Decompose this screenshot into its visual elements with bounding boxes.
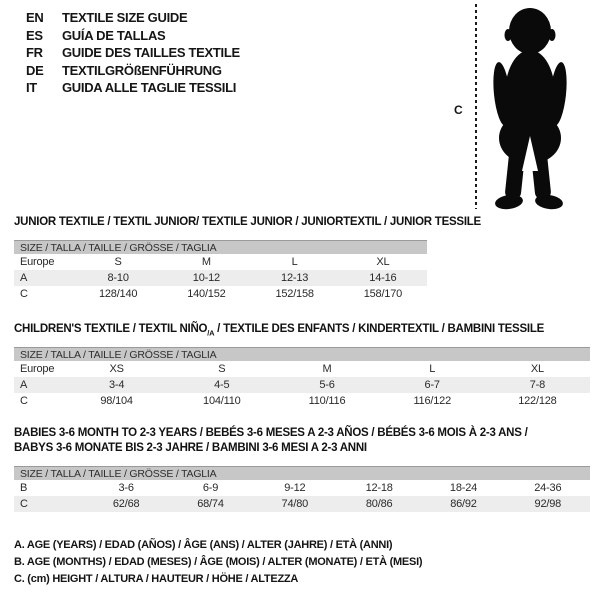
babies-section-title-line1: BABIES 3-6 MONTH TO 2-3 YEARS / BEBÉS 3-6 MESES A 2-3 AÑOS / BÉBÉS 3-6 MOIS À 2-3 ANS /	[14, 427, 528, 439]
language-code: EN	[26, 10, 44, 25]
table-row	[14, 496, 590, 512]
row-label: A	[20, 379, 28, 391]
language-row	[26, 62, 240, 80]
language-title: GUIDE DES TAILLES TEXTILE	[62, 45, 240, 61]
table-row	[14, 377, 590, 393]
language-code: IT	[26, 80, 37, 96]
table-cell: L	[291, 256, 298, 268]
children-section-title	[14, 323, 544, 337]
height-measure-label: C	[454, 103, 463, 117]
table-cell: 140/152	[187, 288, 226, 300]
row-label: C	[20, 395, 28, 407]
table-cell: 152/158	[275, 288, 314, 300]
table-cell: 18-24	[449, 482, 478, 494]
babies-section-title-line2: BABYS 3-6 MONATE BIS 2-3 JAHRE / BAMBINI 3-6 MESI A 2-3 ANNI	[14, 442, 367, 454]
language-title: TEXTILGRÖßENFÜHRUNG	[62, 62, 222, 78]
language-code: FR	[26, 45, 43, 61]
row-label: C	[20, 498, 28, 510]
row-label: B	[20, 482, 28, 494]
children-title-part: / TEXTILE DES ENFANTS / KINDERTEXTIL / BAMBINI TESSILE	[214, 323, 545, 335]
language-title: TEXTILE SIZE GUIDE	[62, 10, 188, 25]
row-label: Europe	[20, 256, 55, 268]
children-size-table	[14, 347, 590, 409]
junior-size-header-bar: SIZE / TALLA / TAILLE / GRÖSSE / TAGLIA	[14, 240, 427, 254]
table-cell: 80/86	[365, 498, 393, 510]
table-cell: XL	[530, 363, 544, 375]
language-row	[26, 27, 240, 45]
table-cell: 9-12	[284, 482, 306, 494]
babies-size-header-bar: SIZE / TALLA / TAILLE / GRÖSSE / TAGLIA	[14, 466, 590, 480]
children-title-part: CHILDREN'S TEXTILE / TEXTIL NIÑO	[14, 323, 208, 335]
table-cell: 5-6	[319, 379, 335, 391]
row-label: C	[20, 288, 28, 300]
table-cell: M	[322, 363, 332, 375]
table-cell: 10-12	[192, 272, 220, 284]
junior-section-title: JUNIOR TEXTILE / TEXTIL JUNIOR/ TEXTILE JUNIOR / JUNIORTEXTIL / JUNIOR TESSILE	[14, 216, 481, 228]
table-cell: L	[429, 363, 436, 375]
note-height-cm: C. (cm) HEIGHT / ALTURA / HAUTEUR / HÖHE / ALTEZZA	[14, 573, 299, 586]
table-row	[14, 254, 427, 270]
table-cell: 6-9	[202, 482, 219, 494]
junior-size-table	[14, 240, 427, 302]
table-cell: 62/68	[112, 498, 140, 510]
table-cell: 74/80	[281, 498, 309, 510]
language-code: DE	[26, 62, 44, 78]
table-cell: 116/122	[413, 395, 451, 407]
language-row	[26, 44, 240, 62]
children-title-subscript: /A	[207, 328, 215, 338]
table-cell: 3-6	[118, 482, 134, 494]
table-row	[14, 393, 590, 409]
table-cell: 92/98	[534, 498, 562, 510]
table-cell: S	[114, 256, 122, 268]
babies-size-table	[14, 466, 590, 512]
table-row	[14, 286, 427, 302]
language-row	[26, 9, 240, 27]
table-cell: 24-36	[534, 482, 562, 494]
children-size-header-bar: SIZE / TALLA / TAILLE / GRÖSSE / TAGLIA	[14, 347, 590, 361]
table-cell: 110/116	[308, 395, 346, 407]
language-code: ES	[26, 27, 43, 43]
table-cell: 158/170	[363, 288, 403, 300]
language-title: GUÍA DE TALLAS	[62, 27, 166, 43]
table-cell: 12-18	[365, 482, 393, 494]
table-cell: 6-7	[424, 379, 440, 391]
note-age-months: B. AGE (MONTHS) / EDAD (MESES) / ÂGE (MOIS) / ALTER (MONATE) / ETÀ (MESI)	[14, 556, 423, 569]
table-cell: S	[218, 363, 226, 375]
baby-silhouette-icon	[482, 6, 574, 212]
table-cell: 104/110	[203, 395, 241, 407]
table-cell: 3-4	[108, 379, 125, 391]
language-row	[26, 79, 240, 97]
row-label: A	[20, 272, 28, 284]
legend-notes	[14, 537, 422, 589]
table-row	[14, 480, 590, 496]
table-cell: 68/74	[197, 498, 224, 510]
table-row	[14, 361, 590, 377]
table-cell: 86/92	[450, 498, 477, 510]
table-cell: 12-13	[281, 272, 309, 284]
table-row	[14, 270, 427, 286]
height-measure-dashed-line	[475, 4, 477, 209]
table-cell: 98/104	[100, 395, 133, 407]
table-cell: 122/128	[518, 395, 557, 407]
language-title: GUIDA ALLE TAGLIE TESSILI	[62, 80, 237, 96]
note-age-years: A. AGE (YEARS) / EDAD (AÑOS) / ÂGE (ANS) / ALTER (JAHRE) / ETÀ (ANNI)	[14, 539, 393, 551]
row-label: Europe	[20, 363, 55, 375]
table-cell: M	[201, 256, 211, 268]
table-cell: 4-5	[214, 379, 230, 391]
table-cell: 7-8	[529, 379, 546, 391]
table-cell: 128/140	[98, 288, 138, 300]
language-title-list	[26, 9, 240, 97]
table-cell: 8-10	[107, 272, 129, 284]
table-cell: XS	[109, 363, 124, 375]
table-cell: XL	[376, 256, 390, 268]
table-cell: 14-16	[369, 272, 397, 284]
